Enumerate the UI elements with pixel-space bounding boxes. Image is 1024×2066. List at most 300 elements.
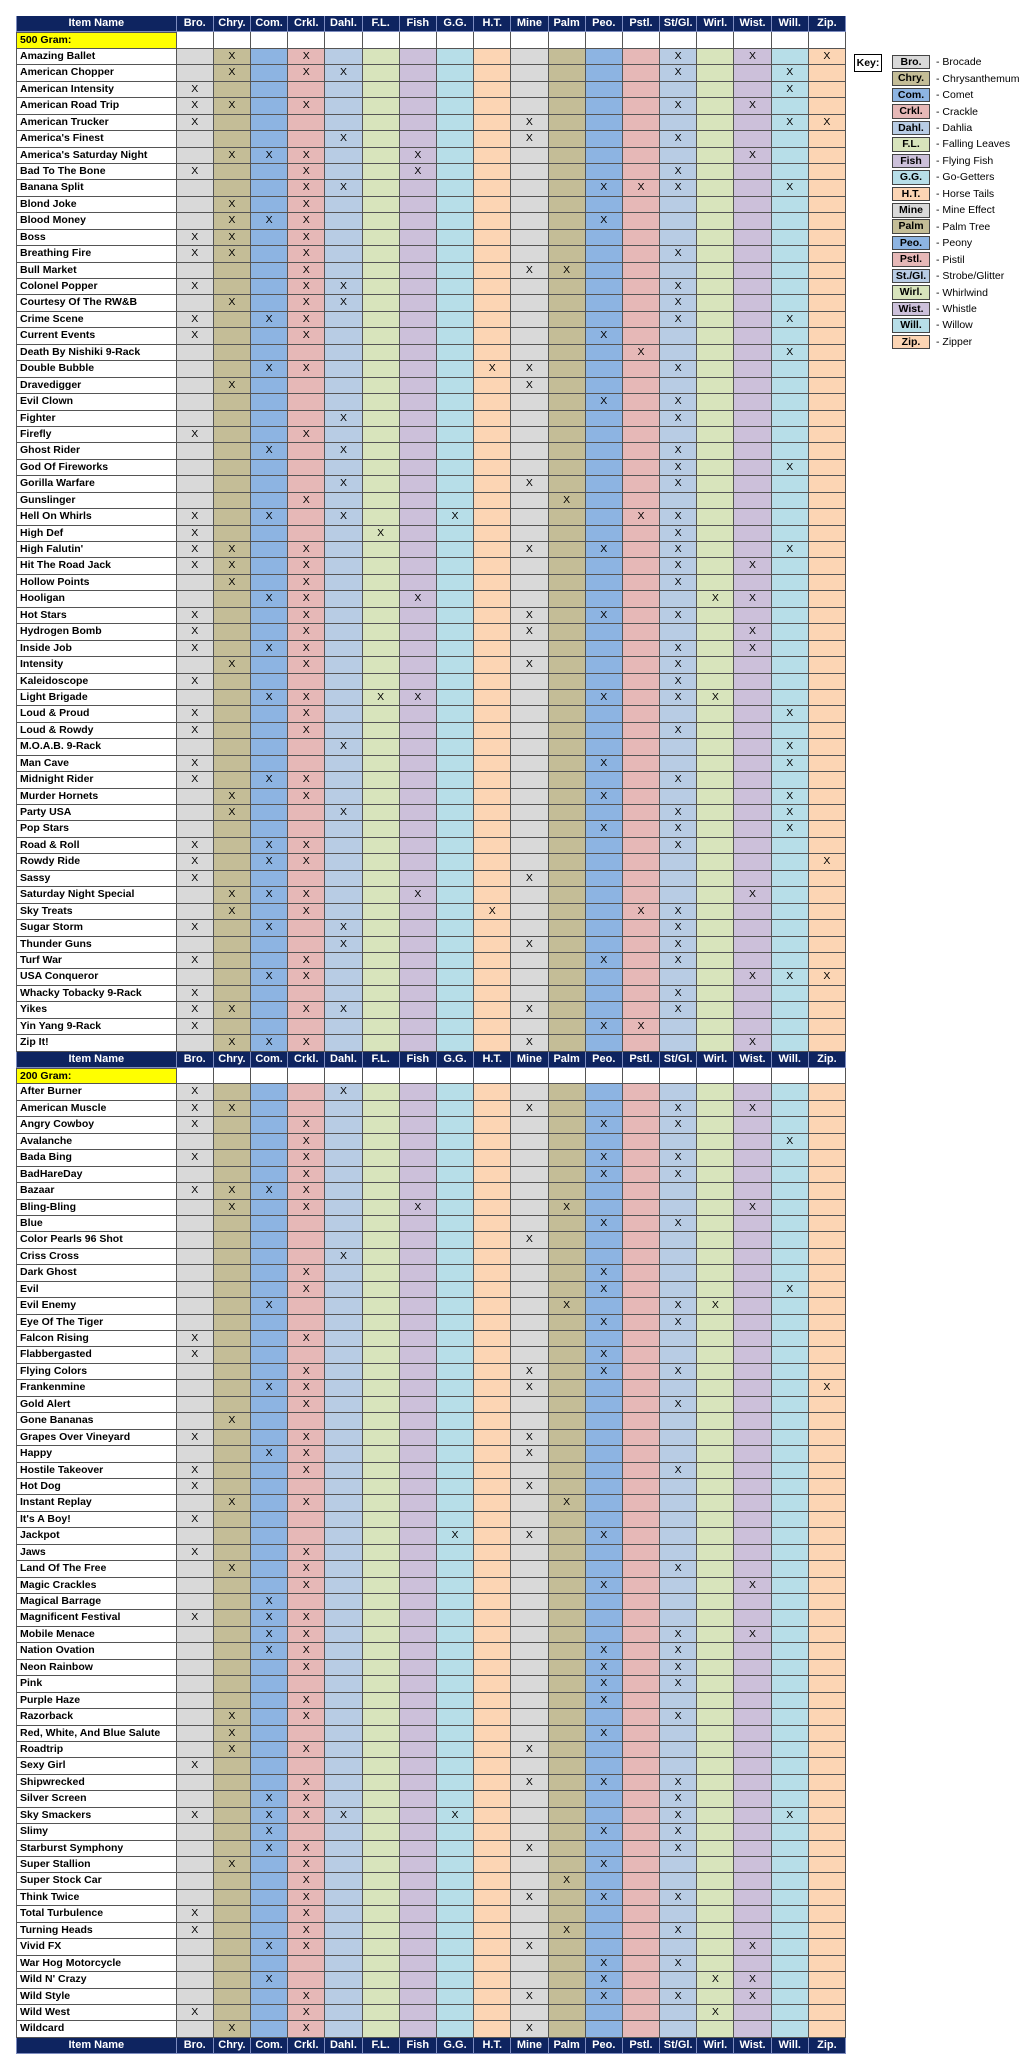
effect-cell: X xyxy=(586,1167,623,1183)
effect-cell xyxy=(177,1134,214,1150)
effect-cell xyxy=(697,1660,734,1676)
table-row[interactable] xyxy=(16,2005,846,2021)
effect-cell xyxy=(474,443,511,459)
effect-cell xyxy=(474,920,511,936)
table-row[interactable] xyxy=(16,542,846,558)
table-row[interactable] xyxy=(16,1167,846,1183)
effect-cell xyxy=(214,1594,251,1610)
effect-cell xyxy=(549,1742,586,1758)
section-title-row xyxy=(16,32,846,48)
effect-cell xyxy=(363,295,400,311)
effect-cell xyxy=(511,65,548,81)
effect-cell xyxy=(474,1200,511,1216)
effect-cell xyxy=(437,1232,474,1248)
effect-cell xyxy=(474,1282,511,1298)
effect-cell xyxy=(623,1956,660,1972)
header-column-12: Pstl. xyxy=(623,2038,660,2054)
effect-cell xyxy=(511,49,548,65)
effect-cell xyxy=(586,1923,623,1939)
table-row[interactable] xyxy=(16,1610,846,1626)
table-row[interactable] xyxy=(16,674,846,690)
item-name: Road & Roll xyxy=(16,838,177,854)
table-row[interactable] xyxy=(16,887,846,903)
effect-cell xyxy=(809,246,846,262)
effect-cell: X xyxy=(549,1200,586,1216)
table-row[interactable] xyxy=(16,690,846,706)
effect-cell xyxy=(325,1906,362,1922)
table-row[interactable] xyxy=(16,1561,846,1577)
effect-cell: X xyxy=(214,558,251,574)
effect-cell xyxy=(549,723,586,739)
table-row[interactable] xyxy=(16,1413,846,1429)
effect-cell xyxy=(511,838,548,854)
table-row[interactable] xyxy=(16,1150,846,1166)
table-row[interactable] xyxy=(16,1808,846,1824)
effect-cell xyxy=(734,1463,771,1479)
table-row[interactable] xyxy=(16,591,846,607)
effect-cell xyxy=(214,115,251,131)
table-row[interactable] xyxy=(16,2021,846,2037)
table-row[interactable] xyxy=(16,115,846,131)
table-row[interactable] xyxy=(16,1117,846,1133)
table-row[interactable] xyxy=(16,871,846,887)
table-row[interactable] xyxy=(16,345,846,361)
item-name: American Muscle xyxy=(16,1101,177,1117)
table-row[interactable] xyxy=(16,1742,846,1758)
table-row[interactable] xyxy=(16,460,846,476)
effect-cell xyxy=(437,772,474,788)
table-row[interactable] xyxy=(16,1331,846,1347)
table-row[interactable] xyxy=(16,1380,846,1396)
effect-cell xyxy=(809,838,846,854)
effect-cell xyxy=(549,1282,586,1298)
effect-cell xyxy=(809,1134,846,1150)
effect-cell xyxy=(697,1019,734,1035)
table-row[interactable] xyxy=(16,1857,846,1873)
effect-cell xyxy=(177,197,214,213)
header-column-15: Wist. xyxy=(734,1052,771,1068)
effect-cell xyxy=(177,361,214,377)
effect-cell xyxy=(214,1660,251,1676)
item-name: Magic Crackles xyxy=(16,1578,177,1594)
effect-cell xyxy=(325,969,362,985)
table-row[interactable] xyxy=(16,920,846,936)
table-row[interactable] xyxy=(16,213,846,229)
effect-cell xyxy=(586,920,623,936)
effect-cell: X xyxy=(734,1578,771,1594)
table-row[interactable] xyxy=(16,969,846,985)
effect-cell xyxy=(623,1676,660,1692)
effect-cell xyxy=(474,1923,511,1939)
section-blank-cell xyxy=(660,32,697,48)
table-row[interactable] xyxy=(16,1824,846,1840)
table-row[interactable] xyxy=(16,1430,846,1446)
effect-cell xyxy=(214,706,251,722)
effect-cell xyxy=(623,1873,660,1889)
effect-cell xyxy=(325,953,362,969)
effect-cell xyxy=(214,1808,251,1824)
table-row[interactable] xyxy=(16,608,846,624)
effect-cell: X xyxy=(288,1857,325,1873)
effect-cell xyxy=(697,65,734,81)
effect-cell xyxy=(288,1413,325,1429)
table-row[interactable] xyxy=(16,706,846,722)
key-name: - Flying Fish xyxy=(936,154,994,167)
effect-cell xyxy=(623,1610,660,1626)
effect-cell: X xyxy=(734,624,771,640)
effect-cell xyxy=(437,394,474,410)
effect-cell xyxy=(437,821,474,837)
effect-cell xyxy=(325,148,362,164)
header-column-11: Peo. xyxy=(586,2038,623,2054)
table-row[interactable] xyxy=(16,1035,846,1051)
effect-cell xyxy=(772,526,809,542)
table-row[interactable] xyxy=(16,279,846,295)
effect-cell xyxy=(697,1561,734,1577)
effect-cell xyxy=(474,1232,511,1248)
effect-cell xyxy=(549,197,586,213)
effect-cell xyxy=(363,1709,400,1725)
effect-cell: X xyxy=(660,657,697,673)
effect-cell xyxy=(363,1167,400,1183)
effect-cell xyxy=(325,1495,362,1511)
table-row[interactable] xyxy=(16,361,846,377)
table-row[interactable] xyxy=(16,1989,846,2005)
table-row[interactable] xyxy=(16,904,846,920)
table-row[interactable] xyxy=(16,953,846,969)
table-row[interactable] xyxy=(16,805,846,821)
table-row[interactable] xyxy=(16,493,846,509)
effect-cell: X xyxy=(288,1709,325,1725)
effect-cell xyxy=(437,1758,474,1774)
section-blank-cell xyxy=(251,1068,288,1084)
table-row[interactable] xyxy=(16,1693,846,1709)
effect-cell xyxy=(734,756,771,772)
item-name: Hit The Road Jack xyxy=(16,558,177,574)
table-row[interactable] xyxy=(16,1512,846,1528)
effect-cell: X xyxy=(288,1610,325,1626)
effect-cell xyxy=(697,1610,734,1626)
effect-cell xyxy=(511,805,548,821)
effect-cell xyxy=(697,312,734,328)
table-row[interactable] xyxy=(16,1084,846,1100)
effect-cell xyxy=(772,1479,809,1495)
effect-cell xyxy=(474,1545,511,1561)
effect-cell xyxy=(586,49,623,65)
table-row[interactable] xyxy=(16,1775,846,1791)
table-row[interactable] xyxy=(16,854,846,870)
effect-cell: X xyxy=(288,493,325,509)
effect-cell xyxy=(325,871,362,887)
table-row[interactable] xyxy=(16,164,846,180)
table-row[interactable] xyxy=(16,1347,846,1363)
key-name: - Pistil xyxy=(936,253,965,266)
table-row[interactable] xyxy=(16,1019,846,1035)
table-row[interactable] xyxy=(16,411,846,427)
effect-cell xyxy=(809,608,846,624)
effect-cell xyxy=(623,624,660,640)
effect-cell xyxy=(474,1808,511,1824)
effect-cell xyxy=(511,1610,548,1626)
effect-cell xyxy=(697,1841,734,1857)
effect-cell xyxy=(623,723,660,739)
effect-cell xyxy=(474,1512,511,1528)
table-row[interactable] xyxy=(16,246,846,262)
table-row[interactable] xyxy=(16,1134,846,1150)
table-row[interactable] xyxy=(16,1906,846,1922)
table-row[interactable] xyxy=(16,739,846,755)
table-row[interactable] xyxy=(16,1265,846,1281)
effect-cell: X xyxy=(214,904,251,920)
table-row[interactable] xyxy=(16,1101,846,1117)
table-row[interactable] xyxy=(16,789,846,805)
table-row[interactable] xyxy=(16,1972,846,1988)
effect-cell xyxy=(251,1726,288,1742)
table-row[interactable] xyxy=(16,148,846,164)
effect-cell xyxy=(363,1693,400,1709)
table-row[interactable] xyxy=(16,1183,846,1199)
item-name: Inside Job xyxy=(16,641,177,657)
table-row[interactable] xyxy=(16,1397,846,1413)
table-row[interactable] xyxy=(16,295,846,311)
effect-cell: X xyxy=(586,394,623,410)
table-row[interactable] xyxy=(16,1627,846,1643)
effect-cell xyxy=(809,805,846,821)
table-row[interactable] xyxy=(16,1315,846,1331)
effect-cell xyxy=(734,345,771,361)
table-row[interactable] xyxy=(16,131,846,147)
effect-cell xyxy=(214,608,251,624)
table-row[interactable] xyxy=(16,1676,846,1692)
effect-cell xyxy=(437,1939,474,1955)
table-row[interactable] xyxy=(16,1232,846,1248)
table-row[interactable] xyxy=(16,312,846,328)
effect-cell xyxy=(549,789,586,805)
effect-cell: X xyxy=(177,427,214,443)
effect-cell: X xyxy=(214,1742,251,1758)
header-column-3: Crkl. xyxy=(288,16,325,32)
key-abbr: Crkl. xyxy=(892,104,930,119)
table-row[interactable] xyxy=(16,575,846,591)
effect-cell xyxy=(474,1939,511,1955)
effect-cell xyxy=(177,739,214,755)
table-row[interactable] xyxy=(16,1446,846,1462)
effect-cell xyxy=(288,1232,325,1248)
table-row[interactable] xyxy=(16,476,846,492)
table-row[interactable] xyxy=(16,1200,846,1216)
table-row[interactable] xyxy=(16,1791,846,1807)
table-row[interactable] xyxy=(16,641,846,657)
table-row[interactable] xyxy=(16,65,846,81)
effect-cell xyxy=(697,805,734,821)
effect-cell xyxy=(511,1331,548,1347)
effect-cell xyxy=(809,1479,846,1495)
effect-cell xyxy=(734,1134,771,1150)
table-row[interactable] xyxy=(16,986,846,1002)
table-row[interactable] xyxy=(16,1216,846,1232)
effect-cell xyxy=(325,1578,362,1594)
table-row[interactable] xyxy=(16,821,846,837)
table-row[interactable] xyxy=(16,49,846,65)
table-row[interactable] xyxy=(16,937,846,953)
table-row[interactable] xyxy=(16,1923,846,1939)
effect-cell xyxy=(623,213,660,229)
effect-cell: X xyxy=(177,509,214,525)
header-column-15: Wist. xyxy=(734,16,771,32)
table-row[interactable] xyxy=(16,1578,846,1594)
effect-cell xyxy=(586,345,623,361)
table-row[interactable] xyxy=(16,657,846,673)
table-row[interactable] xyxy=(16,1545,846,1561)
effect-cell xyxy=(734,706,771,722)
table-row[interactable] xyxy=(16,1643,846,1659)
effect-cell xyxy=(697,657,734,673)
table-row[interactable] xyxy=(16,509,846,525)
table-row[interactable] xyxy=(16,180,846,196)
effect-cell xyxy=(177,1265,214,1281)
table-row[interactable] xyxy=(16,1726,846,1742)
item-name: Frankenmine xyxy=(16,1380,177,1396)
effect-cell xyxy=(772,1512,809,1528)
table-row[interactable] xyxy=(16,1495,846,1511)
effect-cell xyxy=(325,657,362,673)
effect-cell xyxy=(474,49,511,65)
effect-cell xyxy=(325,1134,362,1150)
table-row[interactable] xyxy=(16,756,846,772)
item-name: Banana Split xyxy=(16,180,177,196)
effect-cell: X xyxy=(734,1200,771,1216)
effect-cell xyxy=(177,213,214,229)
effect-cell xyxy=(734,1857,771,1873)
effect-cell xyxy=(660,493,697,509)
table-row[interactable] xyxy=(16,1479,846,1495)
table-row[interactable] xyxy=(16,1298,846,1314)
effect-cell xyxy=(400,821,437,837)
table-row[interactable] xyxy=(16,394,846,410)
table-row[interactable] xyxy=(16,378,846,394)
effect-cell xyxy=(177,493,214,509)
item-name: Super Stock Car xyxy=(16,1873,177,1889)
effect-cell xyxy=(809,1726,846,1742)
effect-cell xyxy=(177,411,214,427)
table-row[interactable] xyxy=(16,230,846,246)
effect-cell: X xyxy=(400,148,437,164)
item-name: Turf War xyxy=(16,953,177,969)
effect-cell xyxy=(474,1315,511,1331)
table-row[interactable] xyxy=(16,82,846,98)
effect-cell: X xyxy=(660,1150,697,1166)
table-row[interactable] xyxy=(16,197,846,213)
table-row[interactable] xyxy=(16,558,846,574)
table-row[interactable] xyxy=(16,263,846,279)
effect-cell xyxy=(549,1758,586,1774)
effect-cell xyxy=(325,1775,362,1791)
effect-cell: X xyxy=(288,1495,325,1511)
effect-cell xyxy=(325,772,362,788)
effect-cell xyxy=(437,1906,474,1922)
table-row[interactable] xyxy=(16,1282,846,1298)
effect-cell xyxy=(549,953,586,969)
table-row[interactable] xyxy=(16,1594,846,1610)
table-row[interactable] xyxy=(16,1528,846,1544)
effect-cell xyxy=(734,805,771,821)
table-row[interactable] xyxy=(16,328,846,344)
effect-cell xyxy=(586,2005,623,2021)
table-row[interactable] xyxy=(16,1939,846,1955)
table-row[interactable] xyxy=(16,624,846,640)
table-row[interactable] xyxy=(16,1709,846,1725)
table-row[interactable] xyxy=(16,1249,846,1265)
table-row[interactable] xyxy=(16,1002,846,1018)
effect-cell xyxy=(437,1249,474,1265)
table-row[interactable] xyxy=(16,526,846,542)
effect-cell xyxy=(586,1610,623,1626)
table-row[interactable] xyxy=(16,1841,846,1857)
table-row[interactable] xyxy=(16,1956,846,1972)
effect-cell xyxy=(734,394,771,410)
effect-cell xyxy=(474,328,511,344)
table-row[interactable] xyxy=(16,1463,846,1479)
effect-cell xyxy=(623,246,660,262)
item-name: Hostile Takeover xyxy=(16,1463,177,1479)
table-row[interactable] xyxy=(16,1758,846,1774)
effect-cell xyxy=(549,460,586,476)
effect-cell xyxy=(400,969,437,985)
table-row[interactable] xyxy=(16,1364,846,1380)
effect-cell xyxy=(214,427,251,443)
effect-cell xyxy=(586,657,623,673)
effect-cell: X xyxy=(586,1956,623,1972)
table-row[interactable] xyxy=(16,772,846,788)
effect-cell xyxy=(400,115,437,131)
key-abbr: Peo. xyxy=(892,236,930,251)
effect-cell xyxy=(511,230,548,246)
effect-cell xyxy=(660,1249,697,1265)
item-name: American Intensity xyxy=(16,82,177,98)
effect-cell xyxy=(772,148,809,164)
effect-cell xyxy=(660,1758,697,1774)
effect-cell xyxy=(660,1282,697,1298)
effect-cell xyxy=(474,838,511,854)
table-row[interactable] xyxy=(16,723,846,739)
header-column-14: Wirl. xyxy=(697,2038,734,2054)
table-row[interactable] xyxy=(16,1890,846,1906)
effect-cell xyxy=(251,1347,288,1363)
effect-cell: X xyxy=(511,1380,548,1396)
effect-cell xyxy=(660,2005,697,2021)
effect-cell xyxy=(734,1808,771,1824)
table-row[interactable] xyxy=(16,838,846,854)
effect-cell xyxy=(734,674,771,690)
effect-cell xyxy=(251,460,288,476)
item-name: Sky Smackers xyxy=(16,1808,177,1824)
table-row[interactable] xyxy=(16,1873,846,1889)
effect-cell xyxy=(363,624,400,640)
table-row[interactable] xyxy=(16,443,846,459)
effect-cell xyxy=(809,164,846,180)
effect-cell xyxy=(437,1643,474,1659)
table-row[interactable] xyxy=(16,98,846,114)
effect-cell xyxy=(549,1249,586,1265)
effect-cell xyxy=(809,526,846,542)
effect-cell xyxy=(586,1200,623,1216)
table-row[interactable] xyxy=(16,427,846,443)
effect-cell xyxy=(363,328,400,344)
effect-cell xyxy=(511,1693,548,1709)
effect-cell xyxy=(586,361,623,377)
table-row[interactable] xyxy=(16,1660,846,1676)
effect-cell: X xyxy=(734,98,771,114)
